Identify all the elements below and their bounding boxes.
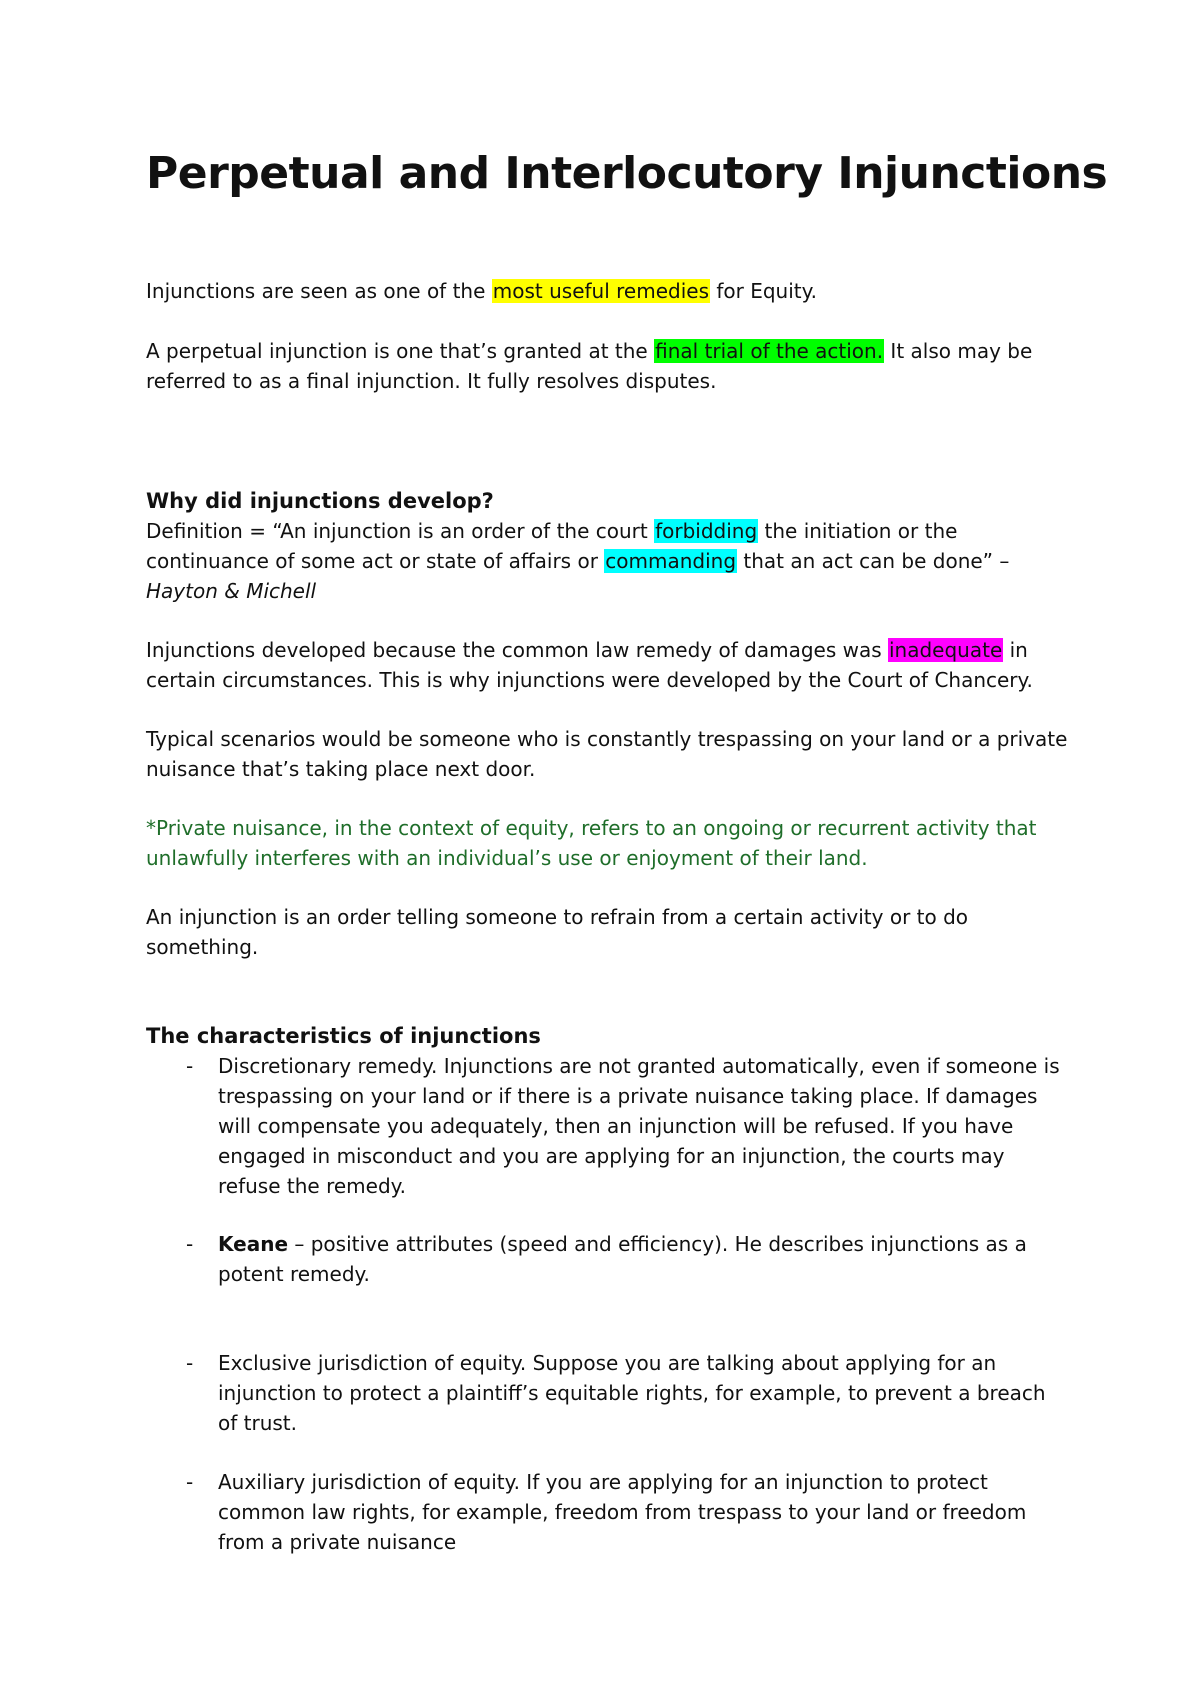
highlight-commanding: commanding: [605, 549, 737, 573]
highlight-forbidding: forbidding: [655, 519, 758, 543]
definition-text-post: that an act can be done” –: [737, 549, 1010, 573]
developed-text-pre: Injunctions developed because the common law remedy of damages was: [146, 638, 888, 662]
page-title: Perpetual and Interlocutory Injunctions: [146, 148, 1108, 199]
definition-text-mid: the initiation or the continuance of some act or state of affairs or: [146, 519, 958, 573]
list-item-auxiliary: [146, 1467, 1066, 1557]
definition-author: Hayton & Michell: [146, 579, 317, 603]
bullet-dash: -: [186, 1054, 194, 1078]
highlight-most-useful-remedies: most useful remedies: [492, 279, 709, 303]
list-item-text: [218, 1229, 1068, 1289]
intro-text-pre: Injunctions are seen as one of the: [146, 279, 492, 303]
perpetual-paragraph: [146, 336, 1086, 396]
typical-paragraph: Typical scenarios would be someone who is constantly trespassing on your land or a private nuisance that’s taking place next door.: [146, 727, 1068, 781]
list-item-text: Exclusive jurisdiction of equity. Suppose you are talking about applying for an injunction to protect a plaintiff’s equitable rights, for example, to prevent a breach of trust.: [218, 1351, 1046, 1435]
private-nuisance-note: *Private nuisance, in the context of equity, refers to an ongoing or recurrent activity that unlawfully interferes with an individual’s use or enjoyment of their land.: [146, 816, 1037, 870]
list-item-discretionary: [146, 1051, 1066, 1201]
bullet-dash: -: [186, 1232, 194, 1256]
perpetual-text-pre: A perpetual injunction is one that’s granted at the: [146, 339, 655, 363]
intro-paragraph: [146, 276, 1086, 306]
developed-paragraph: [146, 635, 1086, 695]
bullet-dash: -: [186, 1470, 194, 1494]
list-item-keane: [146, 1229, 1066, 1289]
characteristics-heading: The characteristics of injunctions: [146, 1024, 541, 1048]
intro-text-post: for Equity.: [710, 279, 817, 303]
bullet-dash: -: [186, 1351, 194, 1375]
why-heading: Why did injunctions develop?: [146, 489, 494, 513]
list-item-text: Discretionary remedy. Injunctions are not granted automatically, even if someone is trespassing on your land or if there is a private nuisance taking place. If damages will compensate you adequately, then an injunction will be refused. If you have engaged in misconduct and you are applying for an injunction, the courts may refuse the remedy.: [218, 1054, 1060, 1198]
definition-paragraph: [146, 516, 1086, 606]
developed-text-post: in certain circumstances. This is why injunctions were developed by the Court of Chancery.: [146, 638, 1033, 692]
perpetual-text-post: It also may be referred to as a final injunction. It fully resolves disputes.: [146, 339, 1033, 393]
keane-text: – positive attributes (speed and efficiency). He describes injunctions as a potent remedy.: [218, 1232, 1027, 1286]
keane-name: Keane: [218, 1232, 289, 1256]
highlight-inadequate: inadequate: [889, 638, 1003, 662]
definition-text-pre: Definition = “An injunction is an order of the court: [146, 519, 655, 543]
list-item-text: Auxiliary jurisdiction of equity. If you are applying for an injunction to protect common law rights, for example, freedom from trespass to your land or freedom from a private nuisance: [218, 1470, 1027, 1554]
order-paragraph: An injunction is an order telling someone to refrain from a certain activity or to do something.: [146, 905, 969, 959]
list-item-exclusive: [146, 1348, 1066, 1438]
highlight-final-trial: final trial of the action.: [655, 339, 884, 363]
